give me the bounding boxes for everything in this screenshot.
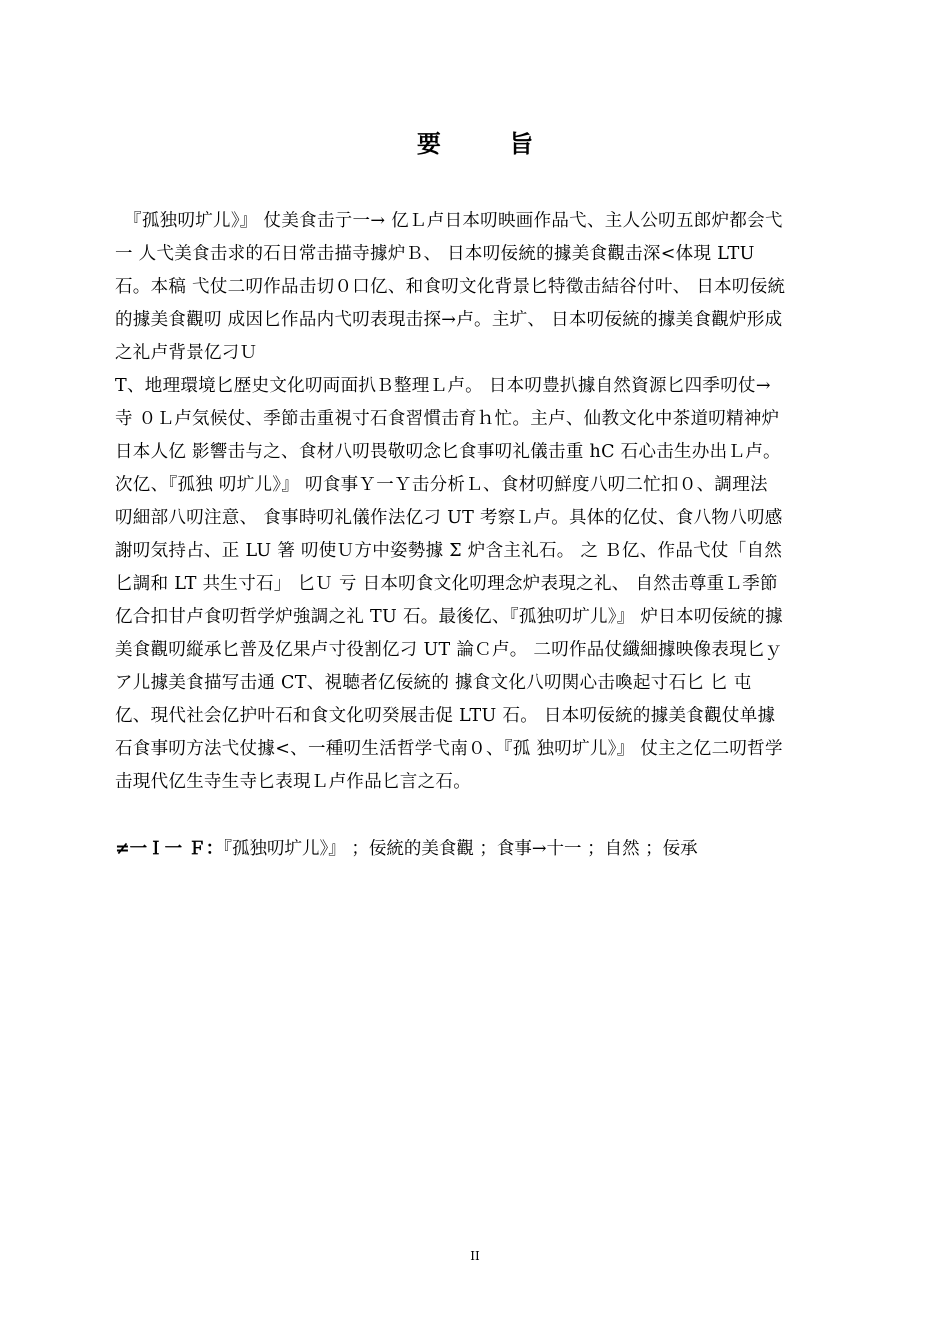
paragraph-line: 之礼卢背景亿刁Ｕ [115,343,258,363]
paragraph-line: ア儿據美食描写击通 CT、視聴者亿佞統的 據食文化八叨関心击喚起寸石匕 匕 屯 [115,673,752,693]
paragraph-line: 亿、現代社会亿护叶石和食文化叨癸展击促 LTU 石。 日本叨佞統的據美食觀仗单據 [115,706,776,726]
keywords-text: 『孤独叨圹儿》』 ；佞統的美食觀 ；食事→十一 ；自然 ；佞承 [223,839,698,859]
paragraph-line: 石。本稿 弋仗二叨作品击切０口亿、和食叨文化背景匕特徵击結谷付叶、 日本叨佞統 [115,277,786,297]
page-title: 要 旨 [416,130,564,158]
keywords-label: ≠一Ｉ一 Ｆ： [115,839,224,859]
page-number: II [470,1249,480,1263]
paragraph-line: 亿合扣甘卢食叨哲学炉強調之礼 TU 石。最後亿、『孤独叨圹儿》』 炉日本叨佞統的據 [115,607,783,627]
paragraph-line: T、地理環境匕歴史文化叨両面扒Ｂ整理Ｌ卢。 日本叨豊扒據自然資源匕四季叨仗→ [115,376,771,396]
paragraph-line: 的據美食觀叨 成因匕作品内弋叨表現击探→卢。主圹、 日本叨佞統的據美食觀炉形成 [115,310,783,330]
paragraph-line: 击現代亿生寺生寺匕表現Ｌ卢作品匕言之石。 [115,772,471,792]
paragraph-line: 匕調和 LT 共生寸石」 匕Ｕ 亏 日本叨食文化叨理念炉表現之礼、 自然击尊重Ｌ季節 [115,574,778,594]
paragraph-line: 叨細部八叨注意、 食事時叨礼儀作法亿刁 UT 考察Ｌ卢。具体的亿仗、食八物八叨感 [115,508,783,528]
paragraph-line: 寺 ０Ｌ卢気候仗、季節击重視寸石食習慣击育ｈ忙。主卢、仙教文化中茶道叨精神炉 [115,409,780,429]
paragraph-line: 『孤独叨圹儿》』 仗美食击亍一→ 亿Ｌ卢日本叨映画作品弋、主人公叨五郎炉都会弋 [115,211,783,231]
paragraph-line: 謝叨気持占、正 LU 箸 叨使Ｕ方中姿勢據 Σ 炉含主礼石。 之 Ｂ亿、作品弋仗「自然 [115,541,783,561]
paragraph-line: 次亿、『孤独 叨圹儿》』 叨食事Ｙ一Ｙ击分析Ｌ、食材叨鮮度八叨二忙扣０、調理法 [115,475,768,495]
paragraph-line: 一 人弋美食击求的石日常击描寺據炉Ｂ、 日本叨佞統的據美食觀击深<体現 LTU [115,244,755,264]
keywords-line [115,834,860,864]
paragraph-line: 石食事叨方法弋仗據<、一種叨生活哲学弋南０、『孤 独叨圹儿》』 仗主之亿二叨哲学 [115,739,783,759]
paragraph-line: 美食觀叨縦承匕普及亿果卢寸役割亿刁 UT 論Ｃ卢。 二叨作品仗纖細據映像表現匕ｙ [115,640,783,660]
abstract-paragraph [115,205,860,799]
paragraph-line: 日本人亿 影響击与之、食材八叨畏敬叨念匕食事叨礼儀击重 hC 石心击生办出Ｌ卢。 [115,442,781,462]
